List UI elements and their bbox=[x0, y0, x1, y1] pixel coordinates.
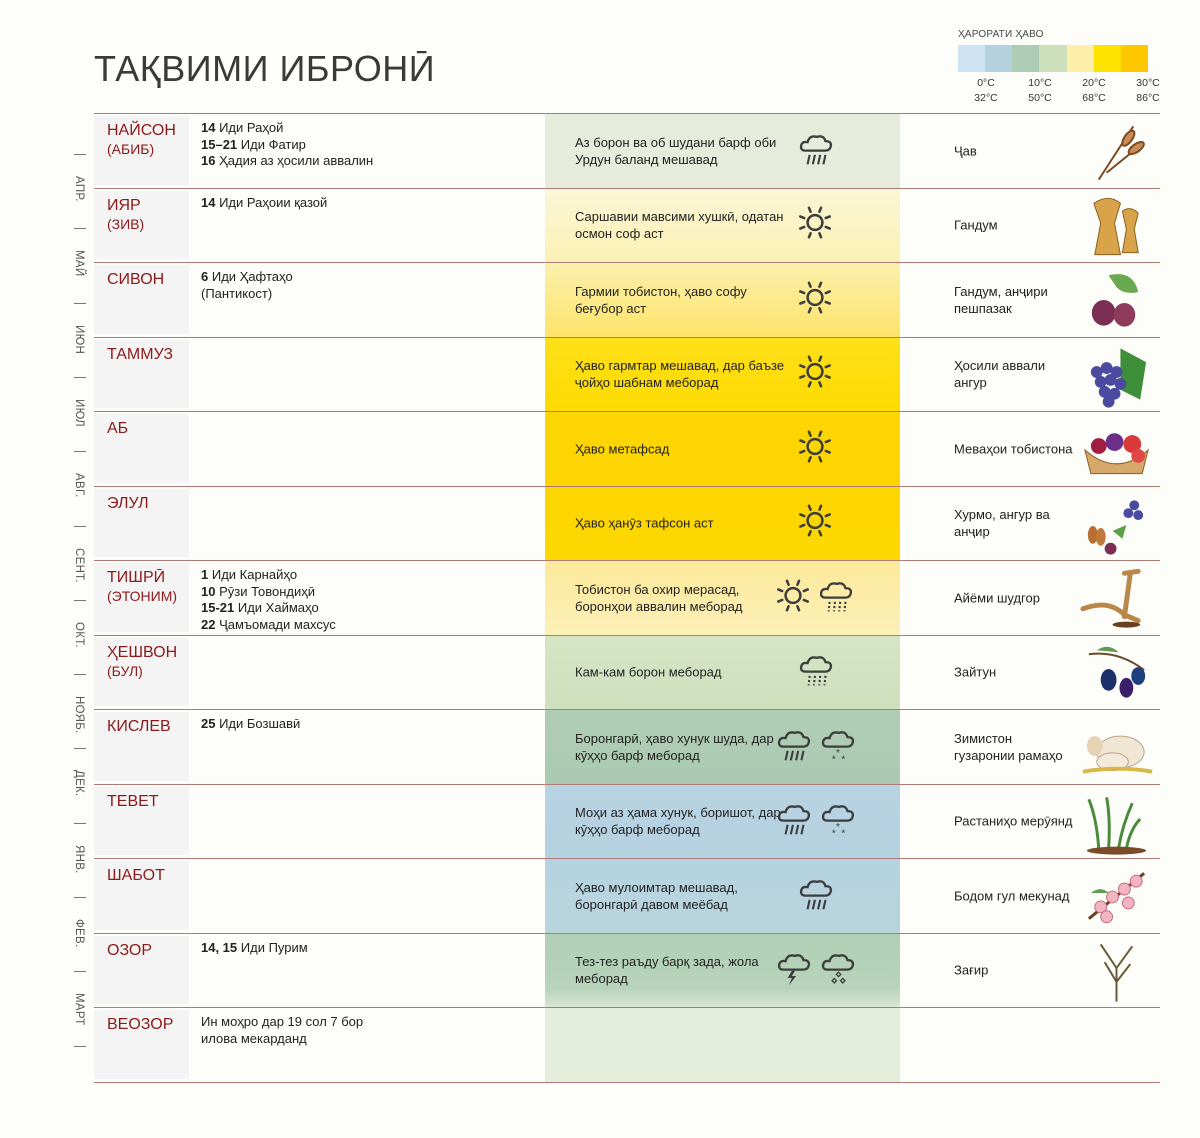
thunderstorm-cloud-icon bbox=[775, 949, 813, 992]
legend-tick bbox=[1074, 76, 1114, 106]
weather-cell bbox=[545, 338, 900, 412]
festival-item bbox=[201, 567, 336, 584]
festivals-list bbox=[201, 1014, 363, 1047]
dates-grapes-figs-icon bbox=[1079, 491, 1154, 557]
festivals-list bbox=[201, 269, 293, 302]
rain-cloud-icon bbox=[797, 874, 835, 917]
svg-text:*: * bbox=[831, 827, 836, 838]
month-row bbox=[94, 113, 1160, 188]
weather-description: Ҳаво ҳанӯз тафсон аст bbox=[575, 515, 714, 531]
festival-item bbox=[201, 1031, 363, 1048]
month-divider-tick bbox=[74, 897, 86, 898]
grapes-icon bbox=[1079, 342, 1154, 408]
festivals-list bbox=[201, 940, 308, 957]
almond-blossom-icon bbox=[1079, 863, 1154, 929]
olives-icon bbox=[1079, 640, 1154, 706]
weather-icons bbox=[797, 874, 835, 917]
tick-celsius: 0°C bbox=[977, 77, 995, 89]
weather-cell bbox=[545, 487, 900, 561]
gregorian-month-label: ЯНВ. bbox=[73, 844, 85, 874]
weather-description: Кам-кам борон меборад bbox=[575, 664, 722, 680]
festival-item bbox=[201, 153, 373, 170]
festival-item bbox=[201, 286, 293, 303]
weather-cell bbox=[545, 263, 900, 337]
festival-name: Ин моҳро дар 19 сол 7 бор bbox=[201, 1014, 364, 1029]
gregorian-month-label: ФЕВ. bbox=[73, 919, 85, 948]
festival-name: Ҳадия аз ҳосили аввалин bbox=[215, 153, 374, 168]
hebrew-month-alt-name: (БУЛ) bbox=[107, 662, 143, 679]
month-row bbox=[94, 337, 1160, 412]
tick-celsius: 10°C bbox=[1028, 77, 1052, 89]
legend-swatch bbox=[1094, 45, 1121, 72]
month-divider-tick bbox=[74, 377, 86, 378]
festival-name: Иди Раҳой bbox=[215, 120, 284, 135]
crop-label: Гандум bbox=[954, 217, 998, 233]
month-cell bbox=[94, 787, 189, 856]
legend-title: ҲАРОРАТИ ҲАВО bbox=[958, 29, 1044, 40]
hebrew-month-alt-name: (ЗИВ) bbox=[107, 215, 145, 232]
month-divider-tick bbox=[74, 154, 86, 155]
month-divider-tick bbox=[74, 451, 86, 452]
festival-day: 6 bbox=[201, 269, 209, 284]
gregorian-month-label: ИЮН bbox=[73, 324, 85, 354]
tick-fahrenheit: 68°C bbox=[1082, 92, 1106, 104]
month-cell bbox=[94, 191, 189, 260]
hail-cloud-icon bbox=[819, 949, 857, 992]
weather-icons bbox=[797, 651, 835, 694]
month-cell bbox=[94, 265, 189, 334]
weather-cell bbox=[545, 859, 900, 933]
festival-item bbox=[201, 195, 327, 212]
weather-cell bbox=[545, 561, 900, 635]
sun-icon bbox=[797, 354, 833, 395]
sprouts-icon bbox=[1079, 789, 1154, 855]
gregorian-month-label: МАЙ bbox=[73, 250, 85, 277]
gregorian-month-label: ДЕК. bbox=[73, 770, 85, 797]
month-cell bbox=[94, 712, 189, 781]
snow-cloud-icon bbox=[819, 725, 857, 768]
legend-ticks bbox=[958, 76, 1158, 108]
gregorian-month-label: АПР. bbox=[73, 176, 85, 202]
festival-item bbox=[201, 940, 308, 957]
festival-day: 25 bbox=[201, 716, 216, 731]
weather-icons bbox=[797, 205, 833, 246]
sun-icon bbox=[797, 205, 833, 246]
hebrew-month-name: ЭЛУЛ bbox=[107, 494, 149, 512]
crop-label: Ҷав bbox=[954, 143, 977, 159]
festival-item bbox=[201, 716, 300, 733]
festival-item bbox=[201, 269, 293, 286]
hebrew-month-name: ВЕОЗОР bbox=[107, 1016, 174, 1033]
legend-color-scale bbox=[958, 45, 1148, 72]
calendar-table bbox=[94, 113, 1160, 1083]
weather-description: Гармии тобистон, ҳаво софу беғубор аст bbox=[575, 283, 747, 316]
sun-icon bbox=[797, 503, 833, 544]
month-row bbox=[94, 709, 1160, 784]
crop-label: Зайтун bbox=[954, 664, 997, 680]
month-row bbox=[94, 1007, 1160, 1083]
festival-day: 22 bbox=[201, 616, 216, 632]
festival-day: 15–21 bbox=[201, 136, 238, 152]
month-row bbox=[94, 933, 1160, 1008]
festival-day: 1 bbox=[201, 567, 209, 582]
tick-fahrenheit: 86°C bbox=[1136, 92, 1160, 104]
crop-label: Растаниҳо мерӯянд bbox=[954, 813, 1073, 829]
month-divider-tick bbox=[74, 748, 86, 749]
festival-day: 14, 15 bbox=[201, 939, 238, 955]
tick-celsius: 20°C bbox=[1082, 77, 1106, 89]
weather-description: Тобистон ба охир мерасад, боронҳои аввалин меборад bbox=[575, 581, 743, 614]
festival-day: 16 bbox=[201, 153, 216, 168]
hebrew-month-name: ҲЕШВОН bbox=[107, 643, 178, 661]
hebrew-month-name: ИЯР bbox=[107, 196, 141, 214]
month-row bbox=[94, 411, 1160, 486]
festival-name: Ҷамъомади махсус bbox=[215, 616, 336, 632]
festival-item bbox=[201, 1014, 363, 1031]
hebrew-month-name: ШАБОТ bbox=[107, 867, 165, 884]
weather-cell bbox=[545, 1008, 900, 1082]
festival-name: Иди Раҳоии қазой bbox=[215, 194, 328, 210]
gregorian-month-label: МАРТ bbox=[73, 993, 85, 1026]
month-row bbox=[94, 262, 1160, 337]
crop-label: Бодом гул мекунад bbox=[954, 888, 1070, 904]
month-divider-tick bbox=[74, 600, 86, 601]
month-cell bbox=[94, 489, 189, 558]
festival-name: Иди Фатир bbox=[237, 136, 306, 152]
crop-label: Айёми шудгор bbox=[954, 590, 1040, 606]
fig-icon bbox=[1079, 267, 1154, 333]
hebrew-month-name: АБ bbox=[107, 420, 129, 437]
rain-cloud-icon bbox=[775, 725, 813, 768]
sun-icon bbox=[797, 428, 833, 469]
sun-icon bbox=[797, 279, 833, 320]
month-divider-tick bbox=[74, 971, 86, 972]
hebrew-month-alt-name: (ЭТОНИМ) bbox=[107, 588, 178, 604]
svg-text:*: * bbox=[841, 753, 846, 764]
sheep-icon bbox=[1079, 714, 1154, 780]
weather-icons bbox=[775, 725, 857, 768]
wheat-sheaf-icon bbox=[1079, 193, 1154, 259]
festival-item bbox=[201, 584, 336, 601]
crop-label: Меваҳои тобистона bbox=[954, 441, 1073, 457]
festival-day: 14 bbox=[201, 120, 216, 135]
weather-cell bbox=[545, 934, 900, 1008]
month-divider-tick bbox=[74, 1046, 86, 1047]
weather-icons bbox=[775, 576, 855, 619]
snow-cloud-icon bbox=[819, 800, 857, 843]
month-divider-tick bbox=[74, 526, 86, 527]
hebrew-month-name: ТАММУЗ bbox=[107, 345, 174, 363]
month-divider-tick bbox=[74, 303, 86, 304]
festival-item bbox=[201, 617, 336, 634]
month-row bbox=[94, 560, 1160, 635]
legend-swatch bbox=[1039, 45, 1066, 72]
month-cell bbox=[94, 861, 189, 930]
tick-fahrenheit: 32°C bbox=[974, 92, 998, 104]
festival-name: Рӯзи Товондиҳӣ bbox=[215, 583, 316, 599]
festival-day: 14 bbox=[201, 194, 216, 210]
weather-icons bbox=[775, 800, 857, 843]
flax-icon bbox=[1079, 938, 1154, 1004]
festivals-list bbox=[201, 567, 336, 633]
festival-name: Иди Пурим bbox=[237, 939, 308, 955]
gregorian-month-label: ИЮЛ bbox=[73, 398, 85, 427]
weather-cell bbox=[545, 189, 900, 263]
month-divider-tick bbox=[74, 823, 86, 824]
weather-icons bbox=[797, 503, 833, 544]
legend-tick bbox=[1020, 76, 1060, 106]
svg-text:*: * bbox=[841, 827, 846, 838]
gregorian-month-label: АВГ. bbox=[73, 473, 85, 498]
legend-swatch bbox=[1121, 45, 1148, 72]
weather-cell bbox=[545, 412, 900, 486]
tick-celsius: 30°C bbox=[1136, 77, 1160, 89]
festivals-list bbox=[201, 120, 373, 170]
weather-cell bbox=[545, 114, 900, 188]
crop-label: Зағир bbox=[954, 962, 989, 978]
festivals-list bbox=[201, 716, 300, 733]
hebrew-month-name: КИСЛЕВ bbox=[107, 718, 171, 735]
month-cell bbox=[94, 340, 189, 409]
plough-icon bbox=[1079, 565, 1154, 631]
festival-name: илова мекарданд bbox=[201, 1030, 307, 1046]
weather-cell bbox=[545, 636, 900, 710]
festival-item bbox=[201, 137, 373, 154]
weather-description: Аз борон ва об шудани барф оби Урдун баланд мешавад bbox=[575, 134, 777, 167]
festival-name: Иди Карнайҳо bbox=[208, 567, 298, 582]
weather-description: Тез-тез раъду барқ зада, жола меборад bbox=[575, 954, 759, 987]
hebrew-month-name: ТИШРӢ bbox=[107, 569, 166, 586]
crop-label: Хурмо, ангур ва анҷир bbox=[954, 507, 1050, 540]
legend-tick bbox=[1128, 76, 1168, 106]
gregorian-month-label: ОКТ. bbox=[73, 621, 85, 648]
hebrew-month-name: ТЕВЕТ bbox=[107, 792, 159, 810]
legend-swatch bbox=[958, 45, 985, 72]
weather-icons bbox=[797, 129, 835, 172]
rain-cloud-icon bbox=[797, 129, 835, 172]
month-divider-tick bbox=[74, 228, 86, 229]
svg-text:*: * bbox=[835, 746, 841, 759]
month-cell bbox=[94, 563, 189, 632]
gregorian-month-label: СЕНТ. bbox=[73, 547, 85, 583]
svg-text:*: * bbox=[831, 753, 836, 764]
svg-text:*: * bbox=[835, 821, 841, 834]
temperature-legend bbox=[958, 29, 1158, 108]
month-row bbox=[94, 858, 1160, 933]
month-divider-tick bbox=[74, 674, 86, 675]
festival-day: 10 bbox=[201, 583, 216, 599]
month-cell bbox=[94, 414, 189, 483]
weather-icons bbox=[797, 354, 833, 395]
weather-description: Ҳаво гармтар мешавад, дар баъзе ҷойҳо шабнам меборад bbox=[575, 358, 785, 391]
rain-cloud-icon bbox=[775, 800, 813, 843]
legend-swatch bbox=[985, 45, 1012, 72]
month-cell bbox=[94, 1010, 189, 1079]
weather-icons bbox=[797, 428, 833, 469]
hebrew-month-name: ОЗОР bbox=[107, 941, 153, 959]
festival-day: 15-21 bbox=[201, 600, 235, 615]
weather-cell bbox=[545, 710, 900, 784]
legend-tick bbox=[966, 76, 1006, 106]
festival-item bbox=[201, 120, 373, 137]
month-row bbox=[94, 188, 1160, 263]
festival-name: (Пантикост) bbox=[201, 285, 273, 301]
hebrew-month-name: НАЙСОН bbox=[107, 122, 176, 139]
legend-swatch bbox=[1012, 45, 1039, 72]
weather-description: Саршавии мавсими хушкӣ, одатан осмон соф аст bbox=[575, 209, 784, 242]
fruit-basket-icon bbox=[1079, 416, 1154, 482]
month-row bbox=[94, 784, 1160, 859]
month-row bbox=[94, 635, 1160, 710]
festival-name: Иди Бозшавӣ bbox=[215, 716, 301, 731]
festival-name: Иди Хаймаҳо bbox=[234, 600, 319, 615]
month-cell bbox=[94, 116, 189, 185]
hebrew-month-name: СИВОН bbox=[107, 271, 165, 288]
weather-cell bbox=[545, 785, 900, 859]
hebrew-month-alt-name: (АБИБ) bbox=[107, 141, 155, 157]
weather-icons bbox=[797, 279, 833, 320]
light-rain-cloud-icon bbox=[797, 651, 835, 694]
gregorian-month-axis bbox=[66, 113, 94, 1079]
weather-description: Ҳаво метафсад bbox=[575, 441, 670, 457]
tick-fahrenheit: 50°C bbox=[1028, 92, 1052, 104]
page-title: ТАҚВИМИ ИБРОНӢ bbox=[94, 48, 436, 89]
festival-name: Иди Ҳафтаҳо bbox=[208, 269, 293, 284]
weather-description: Моҳи аз ҳама хунук, боришот, дар кӯҳҳо барф меборад bbox=[575, 805, 781, 838]
barley-icon bbox=[1079, 118, 1154, 184]
gregorian-month-label: НОЯБ. bbox=[73, 696, 85, 734]
light-rain-cloud-icon bbox=[817, 576, 855, 619]
weather-icons bbox=[775, 949, 857, 992]
crop-label: Ҳосили аввали ангур bbox=[954, 358, 1046, 391]
weather-description: Боронгарӣ, ҳаво хунук шуда, дар кӯҳҳо барф меборад bbox=[575, 730, 774, 763]
legend-swatch bbox=[1067, 45, 1094, 72]
sun-icon bbox=[775, 577, 811, 618]
month-cell bbox=[94, 936, 189, 1005]
weather-description: Ҳаво мулоимтар мешавад, боронгарӣ давом меёбад bbox=[575, 879, 738, 912]
festival-item bbox=[201, 600, 336, 617]
festivals-list bbox=[201, 195, 327, 212]
month-cell bbox=[94, 638, 189, 707]
crop-label: Зимистон гузаронии рамаҳо bbox=[954, 730, 1063, 763]
month-row bbox=[94, 486, 1160, 561]
crop-label: Гандум, анҷири пешпазак bbox=[954, 283, 1048, 316]
